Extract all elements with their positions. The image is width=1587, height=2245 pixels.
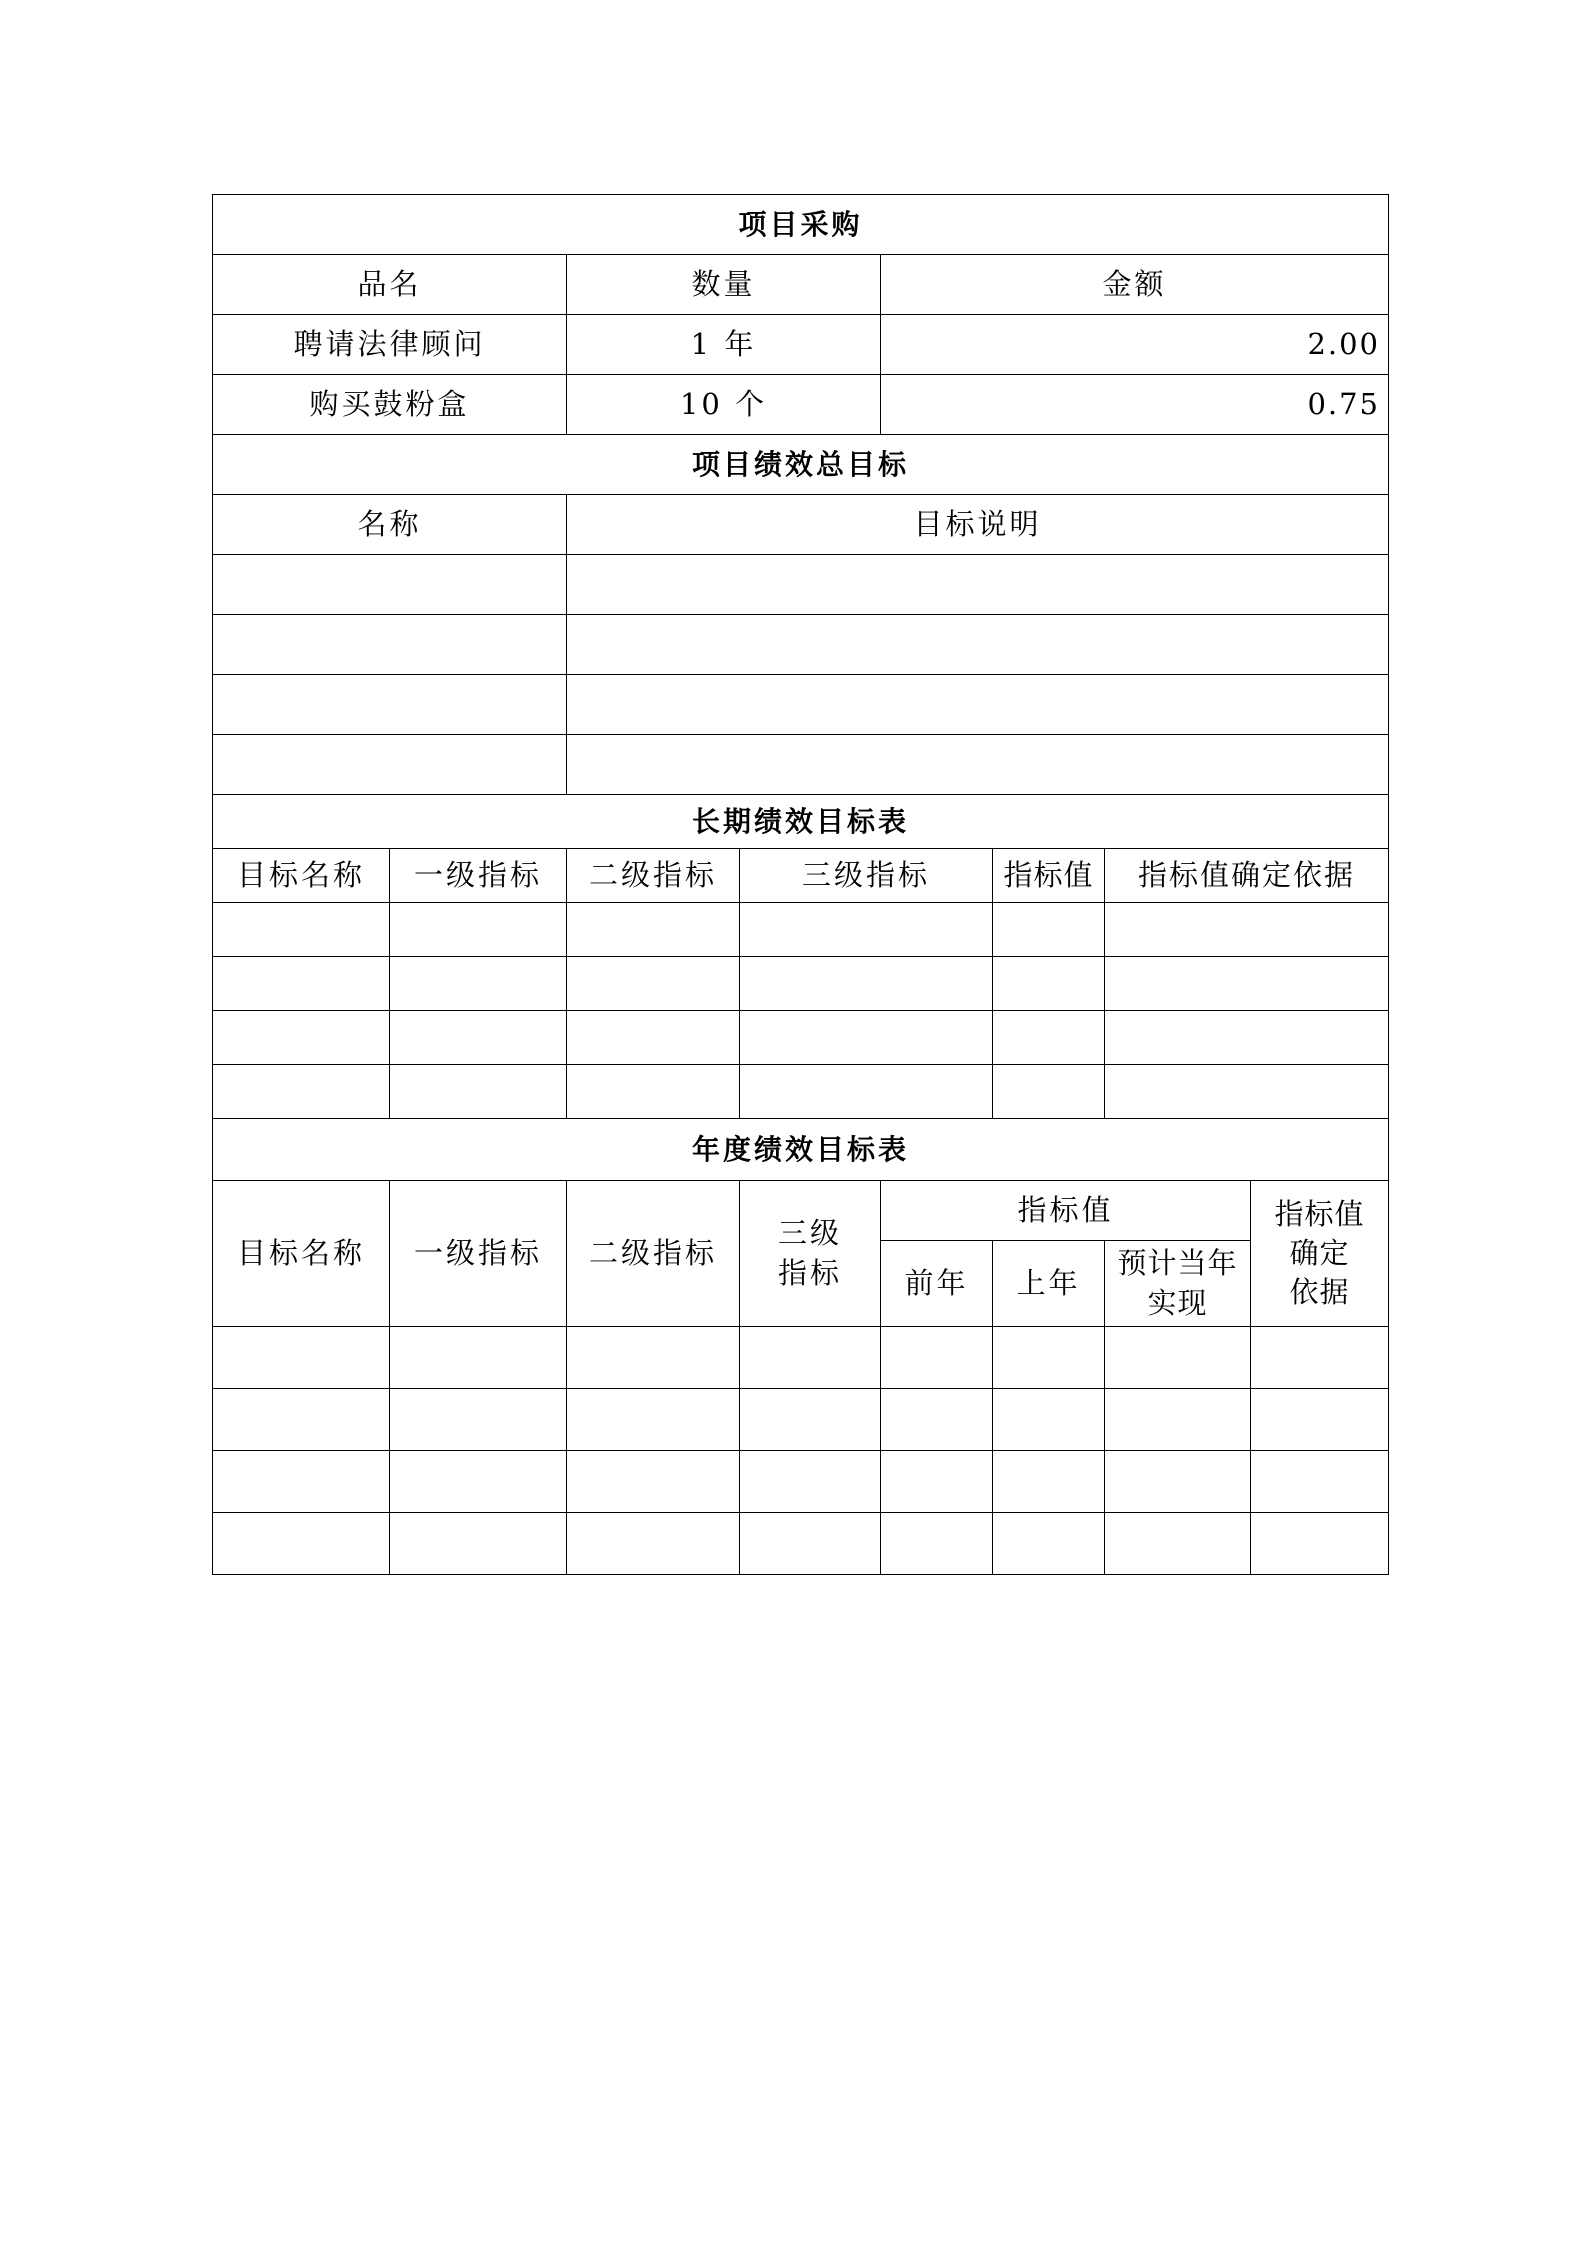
header-level3-line2: 指标	[777, 1255, 842, 1290]
overall-goal-title: 项目绩效总目标	[213, 435, 1389, 495]
performance-document	[212, 194, 1388, 1575]
header-value: 指标值	[993, 849, 1105, 903]
overall-goal-header-row	[213, 495, 1389, 555]
header-basis: 指标值确定依据	[1105, 849, 1389, 903]
header-level2: 二级指标	[567, 1181, 740, 1327]
item-quantity: 10 个	[567, 375, 881, 435]
empty-row	[213, 1065, 1389, 1119]
header-level1: 一级指标	[390, 1181, 567, 1327]
header-expected-line1: 预计当年	[1117, 1246, 1238, 1281]
empty-row	[213, 1451, 1389, 1513]
header-level3: 三级指标	[740, 849, 993, 903]
empty-row	[213, 903, 1389, 957]
header-item-name: 品名	[213, 255, 567, 315]
header-basis-line1: 指标值	[1274, 1196, 1365, 1231]
item-name: 购买鼓粉盒	[213, 375, 567, 435]
header-level1: 一级指标	[390, 849, 567, 903]
header-amount: 金额	[881, 255, 1389, 315]
header-prev-year: 前年	[881, 1241, 993, 1327]
item-amount: 0.75	[881, 375, 1389, 435]
header-basis	[1251, 1181, 1389, 1327]
procurement-title: 项目采购	[213, 195, 1389, 255]
empty-row	[213, 1011, 1389, 1065]
header-target-name: 目标名称	[213, 1181, 390, 1327]
header-expected	[1105, 1241, 1251, 1327]
header-basis-line3: 依据	[1289, 1275, 1350, 1310]
header-level3-line1: 三级	[777, 1216, 842, 1251]
header-expected-line2: 实现	[1147, 1285, 1208, 1320]
long-term-title: 长期绩效目标表	[213, 795, 1389, 849]
empty-row	[213, 1327, 1389, 1389]
item-name: 聘请法律顾问	[213, 315, 567, 375]
header-goal-name: 名称	[213, 495, 567, 555]
header-level2: 二级指标	[567, 849, 740, 903]
annual-table	[212, 1118, 1389, 1575]
header-basis-line2: 确定	[1289, 1235, 1350, 1270]
empty-row	[213, 735, 1389, 795]
header-level3	[740, 1181, 881, 1327]
long-term-header-row	[213, 849, 1389, 903]
empty-row	[213, 1513, 1389, 1575]
header-last-year: 上年	[993, 1241, 1105, 1327]
empty-row	[213, 675, 1389, 735]
table-row	[213, 375, 1389, 435]
header-value: 指标值	[881, 1181, 1251, 1241]
item-amount: 2.00	[881, 315, 1389, 375]
performance-table	[212, 194, 1389, 795]
empty-row	[213, 957, 1389, 1011]
empty-row	[213, 615, 1389, 675]
header-goal-description: 目标说明	[567, 495, 1389, 555]
table-row	[213, 315, 1389, 375]
long-term-table	[212, 794, 1389, 1119]
annual-title: 年度绩效目标表	[213, 1119, 1389, 1181]
empty-row	[213, 555, 1389, 615]
header-quantity: 数量	[567, 255, 881, 315]
header-target-name: 目标名称	[213, 849, 390, 903]
procurement-header-row	[213, 255, 1389, 315]
empty-row	[213, 1389, 1389, 1451]
item-quantity: 1 年	[567, 315, 881, 375]
annual-header-row	[213, 1181, 1389, 1241]
